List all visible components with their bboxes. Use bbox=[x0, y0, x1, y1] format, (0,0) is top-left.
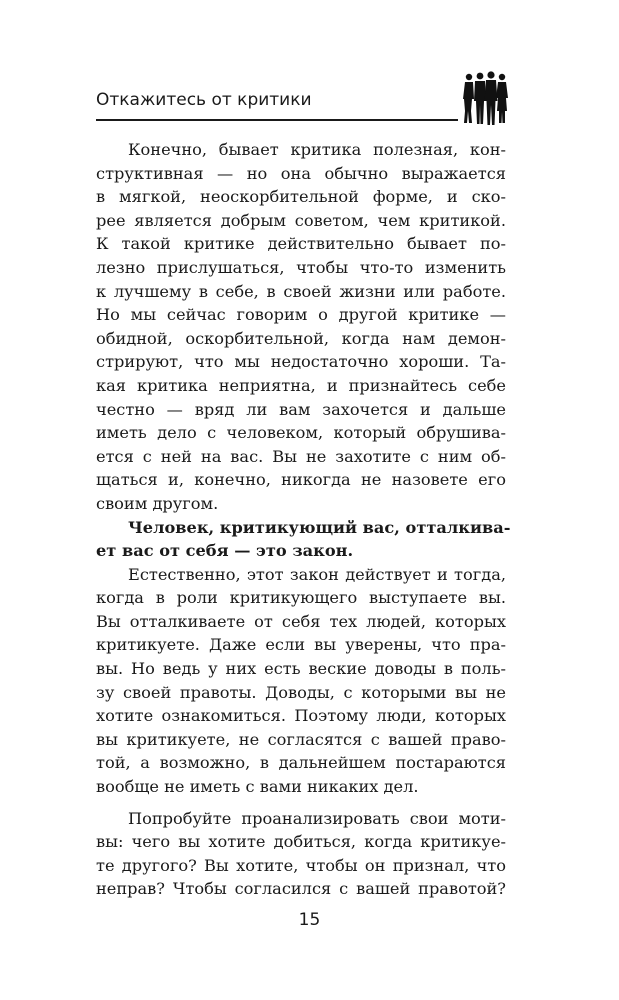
header-rule bbox=[96, 119, 458, 121]
text-line: структивная — но она обычно выражается bbox=[96, 163, 506, 183]
text-line: к лучшему в себе, в своей жизни или работе. bbox=[96, 281, 506, 301]
paragraph bbox=[96, 138, 506, 516]
text-line: щаться и, конечно, никогда не назовете его bbox=[96, 470, 506, 490]
text-line: К такой критике действительно бывает по- bbox=[96, 234, 506, 254]
text-line: вообще не иметь с вами никаких дел. bbox=[96, 777, 419, 797]
text-line: хотите ознакомиться. Поэтому люди, которых bbox=[96, 706, 506, 726]
text-line: честно — вряд ли вам захочется и дальше bbox=[96, 399, 506, 419]
text-line: ется с ней на вас. Вы не захотите с ним об- bbox=[96, 446, 506, 466]
text-line: ет вас от себя — это закон. bbox=[96, 541, 354, 561]
text-line: вы. Но ведь у них есть веские доводы в поль- bbox=[96, 659, 506, 679]
page-number: 15 bbox=[298, 910, 321, 930]
text-line: Но мы сейчас говорим о другой критике — bbox=[96, 305, 506, 325]
text-line: той, а возможно, в дальнейшем постараются bbox=[96, 753, 506, 773]
text-line: иметь дело с человеком, который обрушива- bbox=[96, 423, 506, 443]
page-body bbox=[96, 138, 511, 901]
text-line: Попробуйте проанализировать свои моти- bbox=[128, 808, 506, 828]
text-line: зу своей правоты. Доводы, с которыми вы не bbox=[96, 682, 506, 702]
text-line: в мягкой, неоскорбительной форме, и ско- bbox=[96, 187, 506, 207]
text-line: Конечно, бывает критика полезная, кон- bbox=[128, 140, 506, 159]
text-line: своим другом. bbox=[96, 493, 219, 513]
bold-statement bbox=[96, 516, 511, 563]
text-line: обидной, оскорбительной, когда нам демон- bbox=[96, 328, 506, 348]
text-line: лезно прислушаться, чтобы что-то изменить bbox=[96, 257, 506, 277]
paragraph-gap bbox=[96, 799, 506, 807]
text-line: те другого? Вы хотите, чтобы он признал, что bbox=[96, 855, 506, 875]
running-title: Откажитесь от критики bbox=[96, 90, 312, 110]
text-line: неправ? Чтобы согласился с вашей правотой? bbox=[96, 879, 506, 899]
business-people-silhouettes-icon bbox=[462, 71, 510, 125]
text-line: вы: чего вы хотите добиться, когда критикуе- bbox=[96, 832, 506, 852]
text-line: когда в роли критикующего выступаете вы. bbox=[96, 588, 506, 608]
text-line: стрируют, что мы недостаточно хороши. Та- bbox=[96, 352, 506, 372]
paragraph bbox=[96, 807, 506, 901]
text-line: рее является добрым советом, чем критикой. bbox=[96, 210, 506, 230]
text-line: критикуете. Даже если вы уверены, что пра- bbox=[96, 635, 506, 655]
text-line: Естественно, этот закон действует и тогда, bbox=[128, 564, 506, 584]
text-line: Человек, критикующий вас, отталкива- bbox=[128, 517, 511, 537]
text-line: Вы отталкиваете от себя тех людей, которых bbox=[96, 611, 506, 631]
paragraph bbox=[96, 563, 506, 799]
text-line: вы критикуете, не согласятся с вашей право- bbox=[96, 729, 506, 749]
text-line: кая критика неприятна, и признайтесь себе bbox=[96, 375, 506, 395]
